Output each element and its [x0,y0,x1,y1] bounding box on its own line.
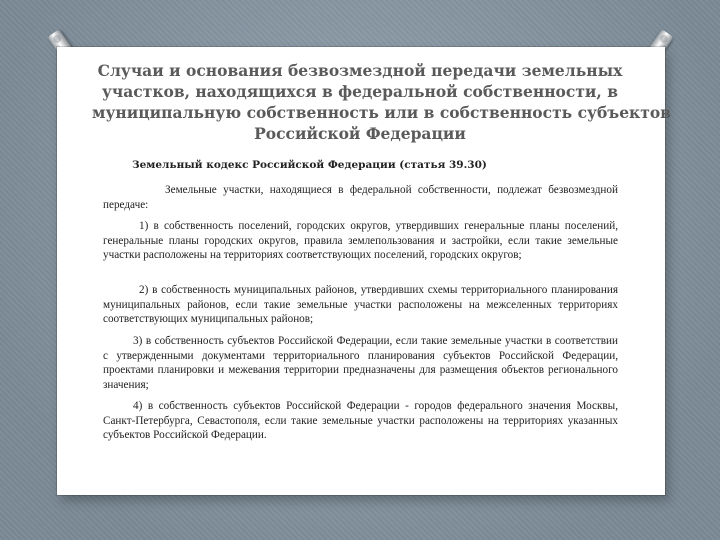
list-item-4: 4) в собственность субъектов Российской Федерации - городов федерального значения Москвы, Санкт-Петербурга, Севастополя, если такие земельные участки расположены на территориях указанных субъектов Российской Федерации. [103,400,618,442]
title-line-2: участков, находящихся в федеральной собственности, в [101,82,618,101]
list-item-2: 2) в собственность муниципальных районов, утвердивших схемы территориального планирования муниципальных районов, если такие земельные участки расположены на межселенных территориях соответствующих муниципальных районов; [103,284,618,326]
list-item-3: 3) в собственность субъектов Российской Федерации, если такие земельные участки в соответствии с утвержденными документами территориального планирования субъектов Российской Федерации, проектами планировки и межевания территории предназначены для размещения объектов регионального значения; [103,335,618,391]
title-line-4: Российской Федерации [254,124,466,143]
intro-paragraph: Земельные участки, находящиеся в федеральной собственности, подлежат безвозмездной передаче: [103,184,618,211]
list-item-1: 1) в собственность поселений, городских округов, утвердивших генеральные планы поселений, генеральные планы городских округов, правила землепользования и застройки, если такие земельные участки расположены на территориях соответствующих поселений, городских округов; [103,220,618,262]
slide-title [92,60,671,144]
law-reference: Земельный кодекс Российской Федерации (статья 39.30) [132,159,487,171]
title-line-3: муниципальную собственность или в собственность субъектов [92,103,671,122]
title-line-1: Случаи и основания безвозмездной передачи земельных [97,61,623,80]
